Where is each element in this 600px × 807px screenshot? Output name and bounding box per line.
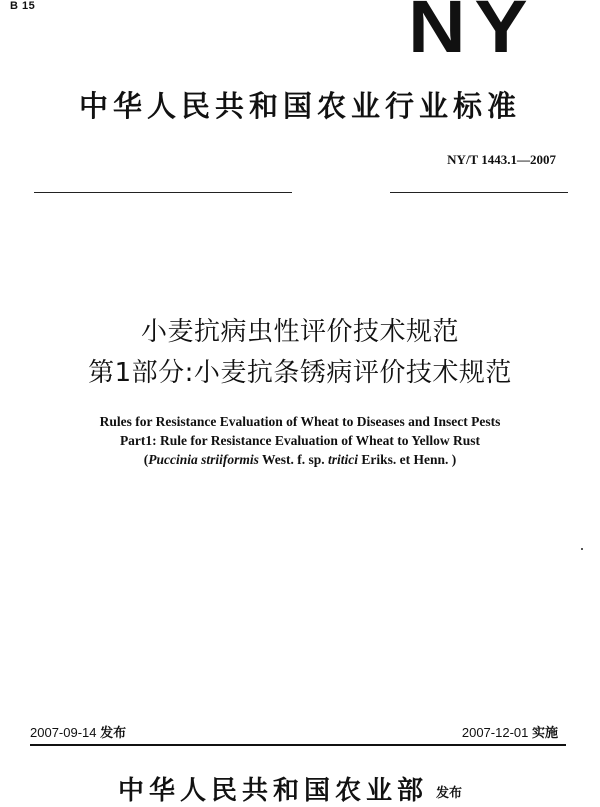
english-title-line-2: Part1: Rule for Resistance Evaluation of Wheat to Yellow Rust <box>119 433 481 448</box>
issuing-authority: 中华人民共和国农业部 <box>118 776 429 806</box>
chinese-title-line-1: 小麦抗病虫性评价技术规范 <box>140 317 459 347</box>
effective-label: 实施 <box>531 725 558 740</box>
header-divider-right <box>390 192 568 193</box>
chinese-title-line-2: 第1部分:小麦抗条锈病评价技术规范 <box>88 358 512 388</box>
effective-date: 2007-12-01 <box>461 725 529 740</box>
english-title-line-3 <box>0 450 600 469</box>
standard-type-title: 中华人民共和国农业行业标准 <box>78 89 521 123</box>
scan-speck <box>581 548 583 550</box>
effective-date-block <box>462 722 558 741</box>
forma-specialis: West. f. sp. <box>258 452 328 467</box>
issuing-authority-suffix: 发布 <box>436 786 463 801</box>
standard-logo: NY <box>408 0 537 68</box>
paren-open: ( <box>143 452 149 467</box>
english-title <box>0 412 600 469</box>
genus-name: Puccinia striiformis <box>148 452 259 467</box>
english-title-line-1: Rules for Resistance Evaluation of Wheat to Diseases and Insect Pests <box>99 414 501 429</box>
footer-divider <box>30 744 566 746</box>
issue-date-block <box>30 722 126 741</box>
authority-name: Eriks. et Henn. ) <box>358 452 457 467</box>
classification-code: B 15 <box>10 0 36 12</box>
header-divider-left <box>34 192 292 193</box>
species-name: tritici <box>328 452 358 467</box>
issue-label: 发布 <box>100 725 127 740</box>
standard-number: NY/T 1443.1—2007 <box>447 152 556 167</box>
issue-date: 2007-09-14 <box>30 725 97 740</box>
